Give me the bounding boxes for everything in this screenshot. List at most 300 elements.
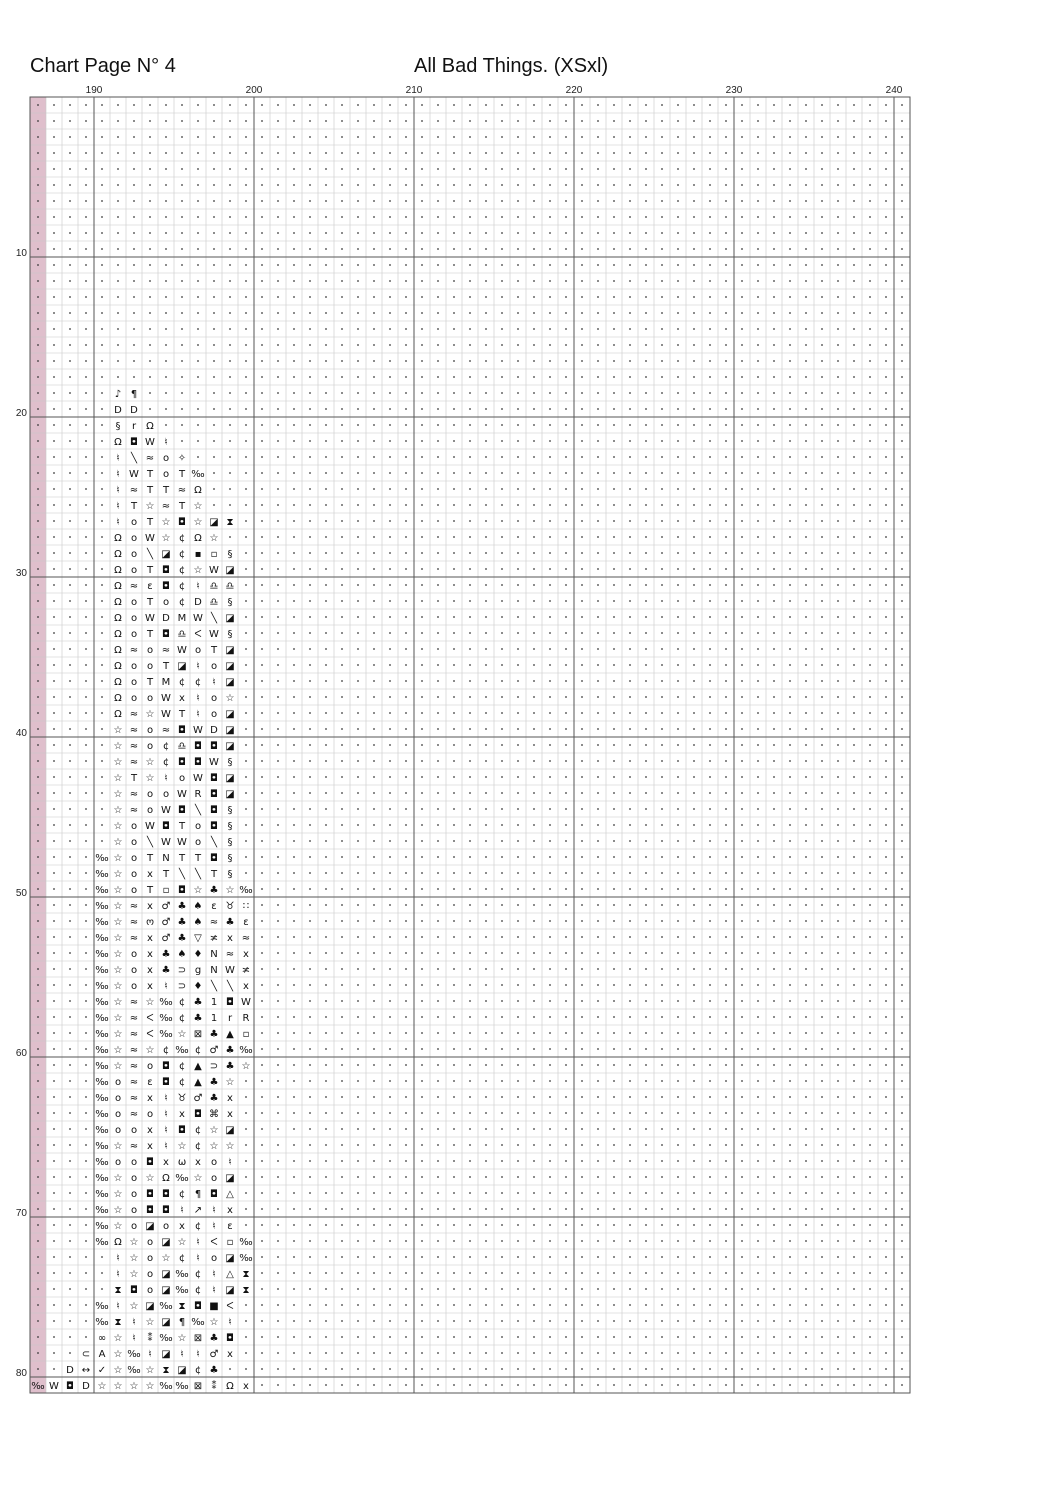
empty-cell-dot	[805, 1192, 807, 1194]
stitch-symbol: ◪	[225, 725, 235, 736]
empty-cell-dot	[853, 520, 855, 522]
empty-cell-dot	[309, 568, 311, 570]
empty-cell-dot	[837, 1384, 839, 1386]
empty-cell-dot	[805, 104, 807, 106]
empty-cell-dot	[885, 888, 887, 890]
empty-cell-dot	[293, 744, 295, 746]
empty-cell-dot	[277, 344, 279, 346]
empty-cell-dot	[501, 184, 503, 186]
empty-cell-dot	[277, 504, 279, 506]
stitch-symbol: ■	[209, 1301, 219, 1312]
empty-cell-dot	[197, 424, 199, 426]
stitch-symbol: W	[129, 469, 139, 480]
stitch-symbol: ¢	[194, 1125, 202, 1136]
stitch-symbol: Ω	[114, 565, 122, 576]
empty-cell-dot	[325, 216, 327, 218]
empty-cell-dot	[677, 920, 679, 922]
empty-cell-dot	[741, 104, 743, 106]
empty-cell-dot	[613, 1096, 615, 1098]
empty-cell-dot	[901, 1272, 903, 1274]
stitch-symbol: ☆	[113, 933, 123, 944]
empty-cell-dot	[741, 776, 743, 778]
empty-cell-dot	[773, 920, 775, 922]
empty-cell-dot	[469, 808, 471, 810]
empty-cell-dot	[485, 824, 487, 826]
empty-cell-dot	[597, 984, 599, 986]
stitch-symbol: T	[130, 773, 138, 784]
empty-cell-dot	[149, 392, 151, 394]
empty-cell-dot	[581, 1320, 583, 1322]
empty-cell-dot	[613, 408, 615, 410]
empty-cell-dot	[613, 904, 615, 906]
empty-cell-dot	[309, 984, 311, 986]
empty-cell-dot	[901, 1336, 903, 1338]
empty-cell-dot	[741, 1320, 743, 1322]
empty-cell-dot	[885, 1336, 887, 1338]
empty-cell-dot	[597, 600, 599, 602]
stitch-symbol: ‰	[239, 1045, 253, 1056]
empty-cell-dot	[293, 952, 295, 954]
empty-cell-dot	[853, 1144, 855, 1146]
stitch-symbol: ♣	[209, 1333, 219, 1344]
empty-cell-dot	[261, 1144, 263, 1146]
empty-cell-dot	[245, 1176, 247, 1178]
empty-cell-dot	[469, 552, 471, 554]
empty-cell-dot	[901, 1384, 903, 1386]
empty-cell-dot	[773, 280, 775, 282]
empty-cell-dot	[549, 216, 551, 218]
empty-cell-dot	[53, 248, 55, 250]
stitch-symbol: W	[241, 997, 251, 1008]
empty-cell-dot	[261, 248, 263, 250]
empty-cell-dot	[885, 536, 887, 538]
empty-cell-dot	[421, 1080, 423, 1082]
empty-cell-dot	[693, 568, 695, 570]
stitch-symbol: ☆	[161, 1253, 171, 1264]
empty-cell-dot	[309, 968, 311, 970]
empty-cell-dot	[677, 1304, 679, 1306]
empty-cell-dot	[805, 1000, 807, 1002]
empty-cell-dot	[501, 1336, 503, 1338]
empty-cell-dot	[357, 792, 359, 794]
empty-cell-dot	[245, 472, 247, 474]
empty-cell-dot	[501, 856, 503, 858]
empty-cell-dot	[885, 664, 887, 666]
empty-cell-dot	[581, 1176, 583, 1178]
empty-cell-dot	[245, 1208, 247, 1210]
empty-cell-dot	[245, 584, 247, 586]
empty-cell-dot	[181, 216, 183, 218]
empty-cell-dot	[645, 136, 647, 138]
stitch-symbol: o	[130, 949, 138, 960]
stitch-symbol: ☆	[177, 1029, 187, 1040]
empty-cell-dot	[405, 104, 407, 106]
empty-cell-dot	[805, 744, 807, 746]
empty-cell-dot	[373, 1160, 375, 1162]
empty-cell-dot	[549, 1288, 551, 1290]
empty-cell-dot	[37, 216, 39, 218]
empty-cell-dot	[405, 1080, 407, 1082]
empty-cell-dot	[309, 424, 311, 426]
empty-cell-dot	[725, 232, 727, 234]
empty-cell-dot	[293, 1176, 295, 1178]
stitch-symbol: x	[163, 1157, 169, 1168]
empty-cell-dot	[277, 1160, 279, 1162]
stitch-symbol: ɛ	[147, 1077, 153, 1088]
empty-cell-dot	[389, 680, 391, 682]
empty-cell-dot	[853, 840, 855, 842]
empty-cell-dot	[453, 680, 455, 682]
empty-cell-dot	[437, 536, 439, 538]
empty-cell-dot	[149, 104, 151, 106]
empty-cell-dot	[277, 264, 279, 266]
empty-cell-dot	[69, 1080, 71, 1082]
empty-cell-dot	[501, 1080, 503, 1082]
empty-cell-dot	[469, 1240, 471, 1242]
empty-cell-dot	[837, 296, 839, 298]
empty-cell-dot	[629, 856, 631, 858]
empty-cell-dot	[805, 1176, 807, 1178]
empty-cell-dot	[613, 1352, 615, 1354]
empty-cell-dot	[229, 1368, 231, 1370]
empty-cell-dot	[197, 360, 199, 362]
empty-cell-dot	[405, 904, 407, 906]
stitch-symbol: ♣	[209, 1077, 219, 1088]
empty-cell-dot	[565, 104, 567, 106]
empty-cell-dot	[293, 312, 295, 314]
empty-cell-dot	[677, 1224, 679, 1226]
empty-cell-dot	[821, 344, 823, 346]
empty-cell-dot	[325, 1096, 327, 1098]
empty-cell-dot	[853, 312, 855, 314]
empty-cell-dot	[309, 1144, 311, 1146]
empty-cell-dot	[309, 472, 311, 474]
empty-cell-dot	[453, 1272, 455, 1274]
empty-cell-dot	[277, 648, 279, 650]
empty-cell-dot	[325, 184, 327, 186]
empty-cell-dot	[789, 424, 791, 426]
empty-cell-dot	[613, 776, 615, 778]
empty-cell-dot	[501, 616, 503, 618]
empty-cell-dot	[37, 920, 39, 922]
empty-cell-dot	[869, 968, 871, 970]
empty-cell-dot	[501, 296, 503, 298]
empty-cell-dot	[533, 1064, 535, 1066]
empty-cell-dot	[309, 744, 311, 746]
empty-cell-dot	[789, 360, 791, 362]
empty-cell-dot	[517, 632, 519, 634]
empty-cell-dot	[821, 376, 823, 378]
empty-cell-dot	[805, 1272, 807, 1274]
empty-cell-dot	[325, 152, 327, 154]
empty-cell-dot	[469, 232, 471, 234]
empty-cell-dot	[293, 632, 295, 634]
stitch-symbol: o	[114, 1125, 122, 1136]
empty-cell-dot	[773, 1336, 775, 1338]
empty-cell-dot	[837, 728, 839, 730]
empty-cell-dot	[645, 344, 647, 346]
empty-cell-dot	[773, 216, 775, 218]
empty-cell-dot	[453, 1128, 455, 1130]
empty-cell-dot	[389, 392, 391, 394]
empty-cell-dot	[437, 1080, 439, 1082]
empty-cell-dot	[757, 936, 759, 938]
empty-cell-dot	[789, 1272, 791, 1274]
empty-cell-dot	[245, 1192, 247, 1194]
empty-cell-dot	[629, 968, 631, 970]
stitch-symbol: W	[145, 533, 155, 544]
empty-cell-dot	[277, 200, 279, 202]
stitch-symbol: ⧗	[242, 1269, 250, 1280]
empty-cell-dot	[309, 392, 311, 394]
stitch-symbol: ♎	[209, 581, 219, 592]
empty-cell-dot	[245, 1320, 247, 1322]
empty-cell-dot	[373, 472, 375, 474]
empty-cell-dot	[677, 1048, 679, 1050]
empty-cell-dot	[293, 488, 295, 490]
empty-cell-dot	[373, 904, 375, 906]
empty-cell-dot	[101, 104, 103, 106]
empty-cell-dot	[869, 808, 871, 810]
empty-cell-dot	[357, 1128, 359, 1130]
empty-cell-dot	[293, 376, 295, 378]
empty-cell-dot	[725, 1256, 727, 1258]
empty-cell-dot	[341, 200, 343, 202]
empty-cell-dot	[693, 1112, 695, 1114]
empty-cell-dot	[741, 1256, 743, 1258]
empty-cell-dot	[181, 440, 183, 442]
empty-cell-dot	[581, 1112, 583, 1114]
empty-cell-dot	[405, 616, 407, 618]
empty-cell-dot	[757, 904, 759, 906]
stitch-symbol: ◘	[178, 725, 186, 736]
empty-cell-dot	[645, 1096, 647, 1098]
empty-cell-dot	[853, 280, 855, 282]
empty-cell-dot	[325, 488, 327, 490]
empty-cell-dot	[581, 920, 583, 922]
empty-cell-dot	[629, 360, 631, 362]
empty-cell-dot	[213, 344, 215, 346]
empty-cell-dot	[661, 456, 663, 458]
stitch-symbol: ☆	[145, 1173, 155, 1184]
stitch-symbol: ◘	[130, 437, 138, 448]
empty-cell-dot	[885, 632, 887, 634]
empty-cell-dot	[357, 328, 359, 330]
empty-cell-dot	[501, 504, 503, 506]
empty-cell-dot	[805, 1032, 807, 1034]
empty-cell-dot	[661, 760, 663, 762]
empty-cell-dot	[421, 1384, 423, 1386]
empty-cell-dot	[69, 1320, 71, 1322]
stitch-symbol: ♣	[161, 965, 171, 976]
empty-cell-dot	[693, 984, 695, 986]
empty-cell-dot	[277, 936, 279, 938]
empty-cell-dot	[885, 392, 887, 394]
empty-cell-dot	[341, 824, 343, 826]
empty-cell-dot	[837, 776, 839, 778]
column-tick-label: 200	[245, 85, 263, 96]
empty-cell-dot	[309, 792, 311, 794]
empty-cell-dot	[85, 616, 87, 618]
empty-cell-dot	[677, 952, 679, 954]
empty-cell-dot	[613, 744, 615, 746]
empty-cell-dot	[709, 1256, 711, 1258]
empty-cell-dot	[661, 616, 663, 618]
stitch-symbol: ‰	[95, 933, 109, 944]
empty-cell-dot	[341, 440, 343, 442]
empty-cell-dot	[485, 248, 487, 250]
empty-cell-dot	[469, 344, 471, 346]
empty-cell-dot	[853, 904, 855, 906]
empty-cell-dot	[373, 648, 375, 650]
empty-cell-dot	[565, 680, 567, 682]
empty-cell-dot	[869, 584, 871, 586]
empty-cell-dot	[341, 488, 343, 490]
empty-cell-dot	[725, 1336, 727, 1338]
stitch-symbol: ≈	[129, 757, 139, 768]
stitch-symbol: ♮	[212, 1269, 216, 1280]
empty-cell-dot	[277, 424, 279, 426]
empty-cell-dot	[645, 1112, 647, 1114]
empty-cell-dot	[501, 440, 503, 442]
empty-cell-dot	[661, 312, 663, 314]
empty-cell-dot	[229, 232, 231, 234]
empty-cell-dot	[277, 584, 279, 586]
empty-cell-dot	[853, 952, 855, 954]
empty-cell-dot	[133, 168, 135, 170]
empty-cell-dot	[597, 664, 599, 666]
empty-cell-dot	[597, 1064, 599, 1066]
empty-cell-dot	[309, 488, 311, 490]
empty-cell-dot	[773, 680, 775, 682]
empty-cell-dot	[773, 120, 775, 122]
empty-cell-dot	[725, 728, 727, 730]
empty-cell-dot	[533, 1320, 535, 1322]
empty-cell-dot	[373, 1032, 375, 1034]
empty-cell-dot	[309, 344, 311, 346]
empty-cell-dot	[405, 424, 407, 426]
empty-cell-dot	[261, 1128, 263, 1130]
empty-cell-dot	[53, 696, 55, 698]
empty-cell-dot	[341, 552, 343, 554]
empty-cell-dot	[197, 392, 199, 394]
empty-cell-dot	[293, 664, 295, 666]
empty-cell-dot	[853, 696, 855, 698]
empty-cell-dot	[357, 1336, 359, 1338]
empty-cell-dot	[549, 696, 551, 698]
empty-cell-dot	[69, 424, 71, 426]
empty-cell-dot	[389, 1368, 391, 1370]
empty-cell-dot	[389, 728, 391, 730]
empty-cell-dot	[693, 104, 695, 106]
empty-cell-dot	[677, 552, 679, 554]
empty-cell-dot	[325, 1032, 327, 1034]
empty-cell-dot	[309, 776, 311, 778]
empty-cell-dot	[325, 1352, 327, 1354]
empty-cell-dot	[789, 248, 791, 250]
empty-cell-dot	[309, 104, 311, 106]
row-tick-label: 30	[15, 568, 27, 579]
empty-cell-dot	[709, 552, 711, 554]
empty-cell-dot	[309, 760, 311, 762]
empty-cell-dot	[549, 536, 551, 538]
stitch-symbol: o	[210, 709, 218, 720]
empty-cell-dot	[293, 104, 295, 106]
empty-cell-dot	[421, 1032, 423, 1034]
empty-cell-dot	[405, 456, 407, 458]
empty-cell-dot	[757, 424, 759, 426]
empty-cell-dot	[885, 136, 887, 138]
empty-cell-dot	[469, 1224, 471, 1226]
empty-cell-dot	[277, 664, 279, 666]
stitch-symbol: W	[209, 757, 219, 768]
empty-cell-dot	[789, 1032, 791, 1034]
empty-cell-dot	[37, 1016, 39, 1018]
empty-cell-dot	[821, 1032, 823, 1034]
empty-cell-dot	[245, 1160, 247, 1162]
empty-cell-dot	[69, 200, 71, 202]
empty-cell-dot	[613, 392, 615, 394]
empty-cell-dot	[821, 824, 823, 826]
empty-cell-dot	[453, 936, 455, 938]
empty-cell-dot	[341, 1352, 343, 1354]
empty-cell-dot	[517, 216, 519, 218]
empty-cell-dot	[149, 184, 151, 186]
empty-cell-dot	[581, 232, 583, 234]
empty-cell-dot	[757, 888, 759, 890]
empty-cell-dot	[549, 488, 551, 490]
empty-cell-dot	[501, 1176, 503, 1178]
empty-cell-dot	[69, 824, 71, 826]
empty-cell-dot	[341, 968, 343, 970]
empty-cell-dot	[485, 136, 487, 138]
empty-cell-dot	[437, 1144, 439, 1146]
empty-cell-dot	[197, 168, 199, 170]
empty-cell-dot	[661, 552, 663, 554]
empty-cell-dot	[805, 424, 807, 426]
empty-cell-dot	[789, 632, 791, 634]
empty-cell-dot	[885, 280, 887, 282]
empty-cell-dot	[437, 632, 439, 634]
empty-cell-dot	[485, 904, 487, 906]
stitch-symbol: △	[226, 1269, 234, 1280]
empty-cell-dot	[309, 1000, 311, 1002]
empty-cell-dot	[645, 168, 647, 170]
empty-cell-dot	[373, 1112, 375, 1114]
stitch-symbol: x	[227, 1093, 233, 1104]
empty-cell-dot	[293, 776, 295, 778]
empty-cell-dot	[821, 1048, 823, 1050]
empty-cell-dot	[485, 1368, 487, 1370]
empty-cell-dot	[773, 1384, 775, 1386]
stitch-symbol: N	[162, 853, 170, 864]
empty-cell-dot	[85, 168, 87, 170]
empty-cell-dot	[629, 568, 631, 570]
empty-cell-dot	[677, 1192, 679, 1194]
empty-cell-dot	[885, 248, 887, 250]
empty-cell-dot	[485, 680, 487, 682]
empty-cell-dot	[533, 1048, 535, 1050]
empty-cell-dot	[85, 968, 87, 970]
stitch-symbol: Ω	[114, 533, 122, 544]
empty-cell-dot	[421, 856, 423, 858]
empty-cell-dot	[885, 1176, 887, 1178]
empty-cell-dot	[325, 952, 327, 954]
empty-cell-dot	[389, 616, 391, 618]
stitch-symbol: ‰	[175, 1381, 189, 1392]
stitch-symbol: M	[177, 613, 187, 624]
empty-cell-dot	[869, 1208, 871, 1210]
